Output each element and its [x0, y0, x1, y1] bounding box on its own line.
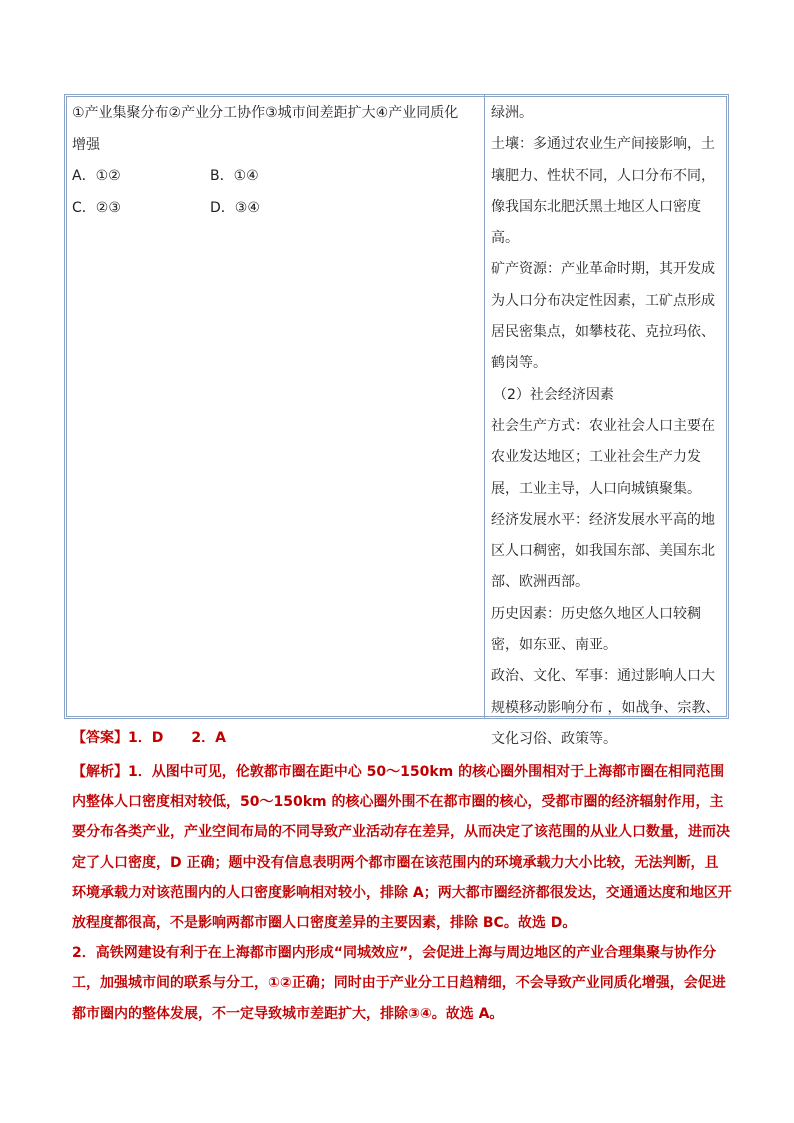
- analysis-paragraph-2: 2．高铁网建设有利于在上海都市圈内形成“同城效应”，会促进上海与周边地区的产业合理集聚与协作分工，加强城市间的联系与分工，①②正确；同时由于产业分工日趋精细，不会导致产业同质化增强，会促进都市圈内的整体发展，不一定导致城市差距扩大，排除③④。故选 A。: [72, 945, 726, 1022]
- note-soil: 土壤：多通过农业生产间接影响，土壤肥力、性状不同，人口分布不同，像我国东北肥沃黑土地区人口密度高。: [491, 136, 715, 247]
- note-economic-level: 经济发展水平：经济发展水平高的地区人口稠密，如我国东部、美国东北部、欧洲西部。: [491, 511, 715, 591]
- note-minerals: 矿产资源：产业革命时期，其开发成为人口分布决定性因素，工矿点形成居民密集点，如攀枝花、克拉玛依、鹤岗等。: [491, 261, 715, 372]
- answer-2: 2．A: [191, 730, 226, 746]
- option-b[interactable]: B．①④: [210, 168, 259, 184]
- question-statement: ①产业集聚分布②产业分工协作③城市间差距扩大④产业同质化: [72, 105, 459, 121]
- analysis-paragraph-1: [72, 757, 732, 938]
- knowledge-notes-cell: [491, 98, 725, 755]
- note-history: 历史因素：历史悠久地区人口较稠密，如东亚、南亚。: [491, 605, 701, 654]
- answer-label: 【答案】: [72, 730, 128, 746]
- note-politics: 政治、文化、军事：通过影响人口大规模移动影响分布 ，如战争、宗教、文化习俗、政策等。: [491, 668, 720, 747]
- answer-options: [72, 161, 478, 224]
- note-production-mode: 社会生产方式：农业社会人口主要在农业发达地区；工业社会生产力发展，工业主导，人口向城镇聚集。: [491, 417, 715, 497]
- question-cell: [72, 98, 478, 224]
- note-heading-socioeconomic: （2）社会经济因素: [493, 386, 614, 403]
- analysis-section: [72, 757, 732, 1029]
- analysis-text-1: 1．从图中可见，伦敦都市圈在距中心 50～150km 的核心圈外围相对于上海都市圈在相同范围内整体人口密度相对较低，50～150km 的核心圈外围不在都市圈的核心，受都市圈的经济辐射作用，主要分布各类产业，产业空间布局的不同导致产业活动存在差异，从而决定了该范围的从业人口数量，进而决定了人口密度，D 正确；题中没有信息表明两个都市圈在该范围内的环境承载力大小比较，无法判断，且环境承载力对该范围内的人口密度影响相对较小，排除 A；两大都市圈经济都很发达，交通通达度和地区开放程度都很高，不是影响两都市圈人口密度差异的主要因素，排除 BC。故选 D。: [72, 764, 732, 932]
- analysis-label: 【解析】: [72, 764, 128, 780]
- answer-line: [72, 726, 732, 750]
- note-oasis: 绿洲。: [491, 105, 533, 121]
- option-d[interactable]: D．③④: [210, 199, 260, 216]
- option-c[interactable]: C．②③: [72, 199, 121, 216]
- option-a[interactable]: A．①②: [72, 168, 121, 184]
- question-statement-continued: 增强: [72, 136, 100, 153]
- answer-1: 1．D: [128, 730, 164, 746]
- table-column-divider: [484, 94, 485, 719]
